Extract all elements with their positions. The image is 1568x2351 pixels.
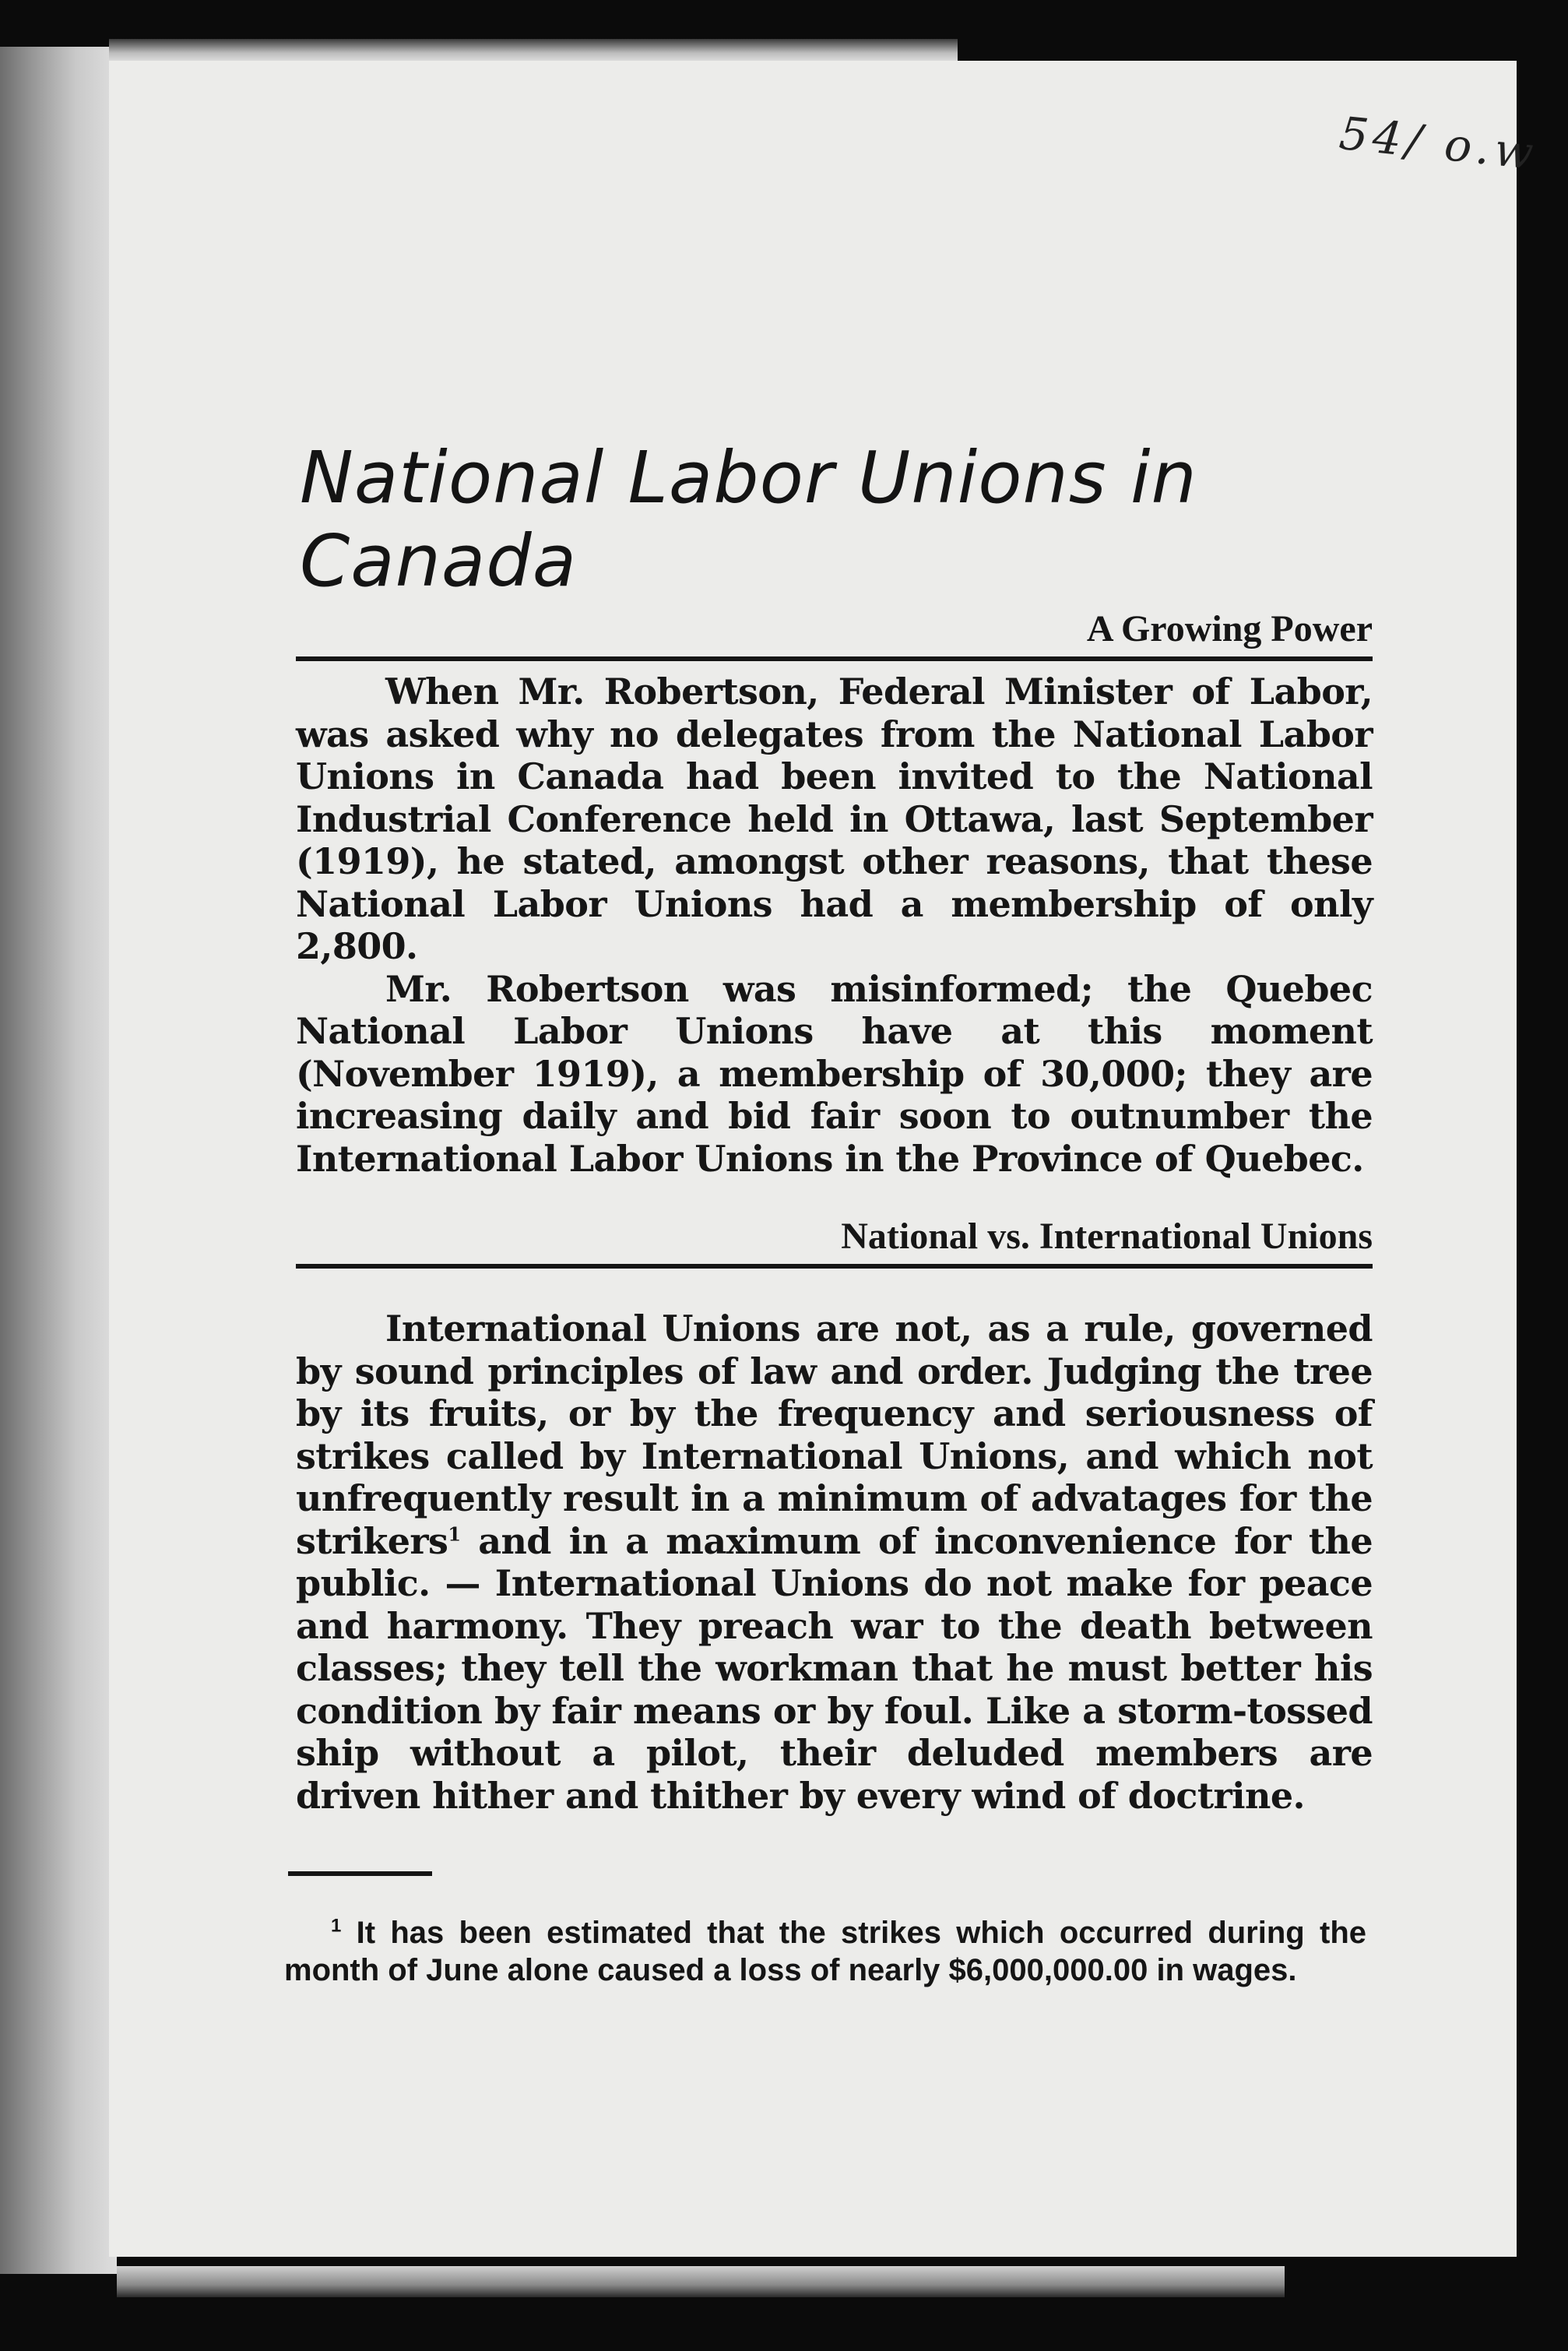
- scan-top-strip: [109, 39, 958, 62]
- section-national-vs-international: [296, 1215, 1373, 1817]
- section-heading: National vs. International Unions: [296, 1215, 1373, 1269]
- handwritten-note: 54/ o.w: [1337, 106, 1541, 181]
- paragraph: [296, 1307, 1373, 1817]
- footnote-divider: [288, 1871, 432, 1876]
- section-heading: A Growing Power: [296, 607, 1373, 661]
- footnote: [284, 1914, 1366, 1989]
- scan-bottom-strip: [117, 2266, 1285, 2297]
- footnote-reference: 1: [448, 1522, 461, 1546]
- page-title: National Labor Unions in Canada: [300, 436, 1197, 603]
- scan-left-edge: [0, 47, 117, 2274]
- paragraph: When Mr. Robertson, Federal Minister of Labor, was asked why no delegates from the National Labor Unions in Canada had been invited to the National Industrial Conference held in Ottawa, last September (1919), he stated, amongst other reasons, that these National Labor Unions had a membership of only 2,800.: [296, 670, 1373, 967]
- footnote-text: It has been estimated that the strikes which occurred during the month of June alone caused a loss of nearly $6,000,000.00 in wages.: [284, 1916, 1366, 1987]
- section-growing-power: [296, 607, 1373, 1180]
- footnote-marker: 1: [331, 1915, 342, 1937]
- paragraph-text: and in a maximum of inconvenience for the public. — International Unions do not make for peace and harmony. They preach war to the death between classes; they tell the workman that he must better his condition by fair means or by foul. Like a storm-tossed ship without a pilot, their deluded members are driven hither and thither by every wind of doctrine.: [296, 1519, 1373, 1817]
- paragraph: Mr. Robertson was misinformed; the Quebec National Labor Unions have at this moment (November 1919), a membership of 30,000; they are increasing daily and bid fair soon to outnumber the International Labor Unions in the Province of Quebec.: [296, 967, 1373, 1180]
- paragraph-text: International Unions are not, as a rule, governed by sound principles of law and order. Judging the tree by its fruits, or by the frequency and seriousness of strikes called by International Unions, and which not unfrequently result in a minimum of advatages for the strikers: [296, 1307, 1373, 1562]
